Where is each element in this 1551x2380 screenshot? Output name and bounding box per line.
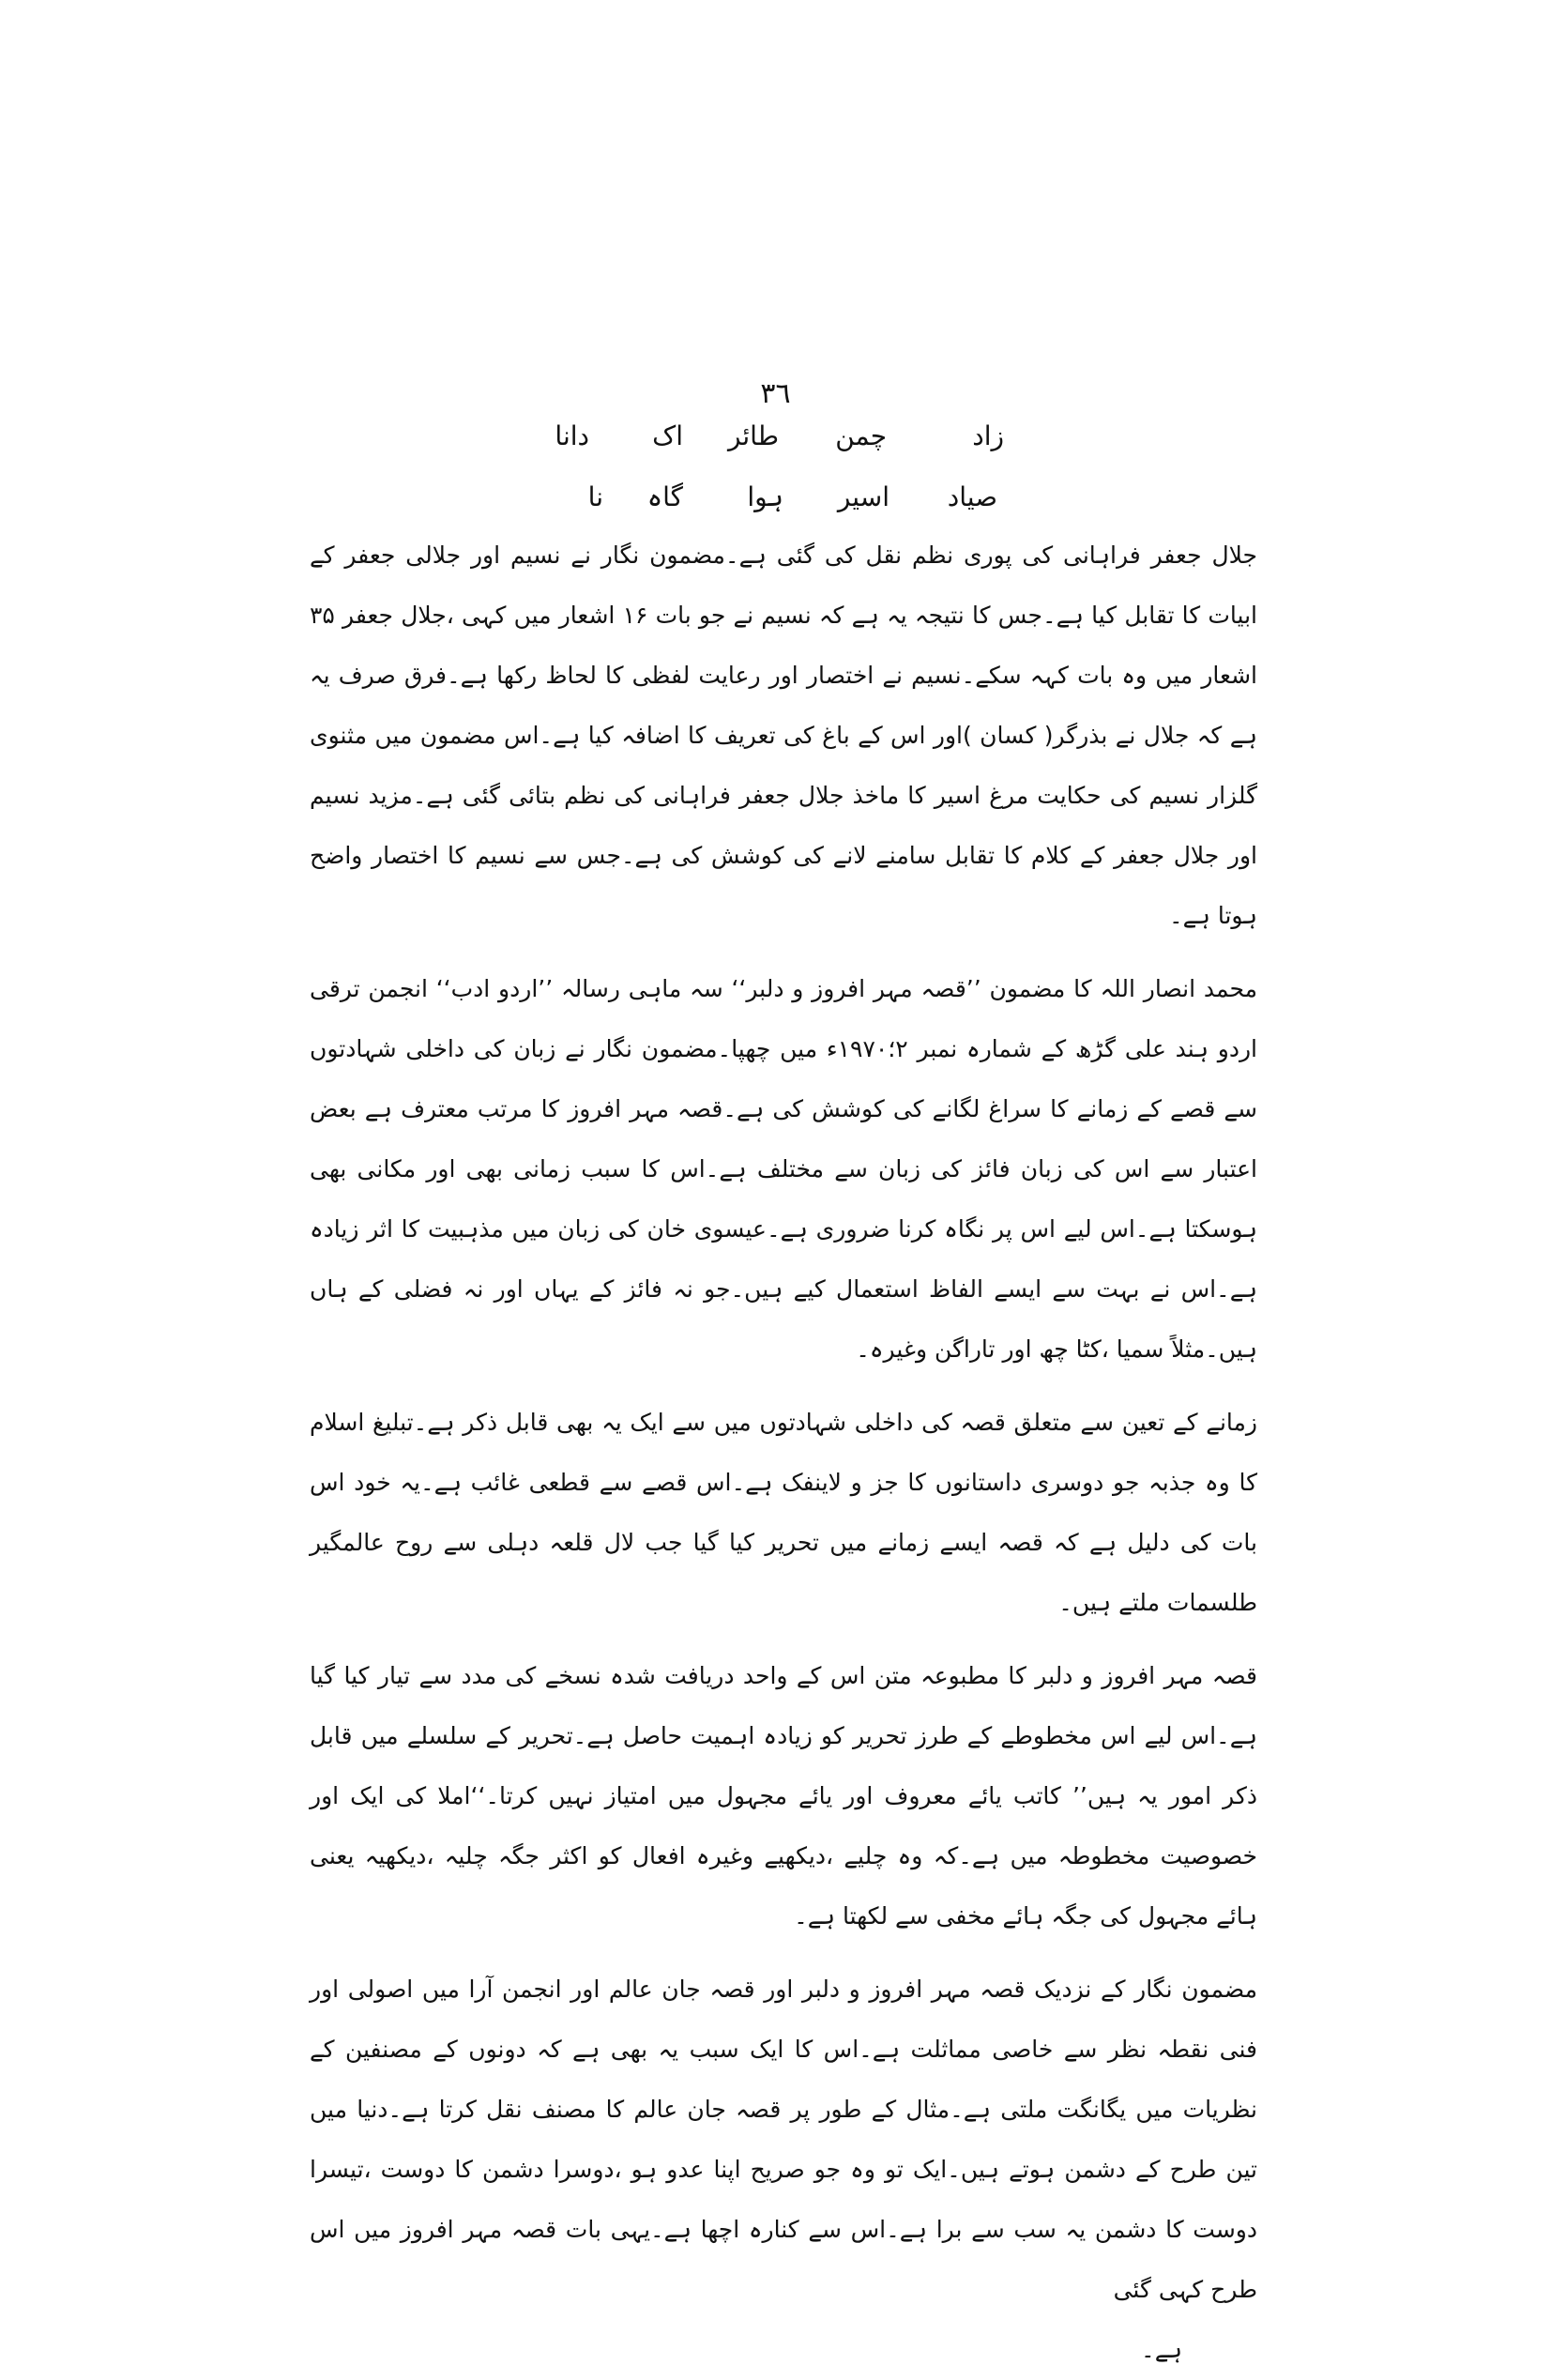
- verse-word: طائر: [727, 420, 779, 451]
- verse-word: دانا: [555, 420, 589, 451]
- verse-word: چمن: [835, 420, 887, 451]
- paragraph: جلال جعفر فراہانی کی پوری نظم نقل کی گئی ہے۔مضمون نگار نے نسیم اور جلالی جعفر کے ابیات کا تقابل کیا ہے۔جس کا نتیجہ یہ ہے کہ نسیم نے جو بات ۱۶ اشعار میں کہی ،جلال جعفر ۳۵ اشعار میں وہ بات کہہ سکے۔نسیم نے اختصار اور رعایت لفظی کا لحاظ رکھا ہے۔فرق صرف یہ ہے کہ جلال نے بذرگر( کسان )اور اس کے باغ کی تعریف کا اضافہ کیا ہے۔اس مضمون میں مثنوی گلزار نسیم کی حکایت مرغ اسیر کا ماخذ جلال جعفر فراہانی کی نظم بتائی گئی ہے۔مزید نسیم اور جلال جعفر کے کلام کا تقابل سامنے لانے کی کوشش کی ہے۔جس سے نسیم کا اختصار واضح ہوتا ہے۔: [310, 542, 1257, 929]
- verse-word: صیاد: [947, 481, 997, 512]
- verse-word: نا: [587, 481, 603, 512]
- paragraph: مضمون نگار کے نزدیک قصہ مہر افروز و دلبر اور قصہ جان عالم اور انجمن آرا میں اصولی اور فنی نقطہ نظر سے خاصی مماثلت ہے۔اس کا ایک سبب یہ بھی ہے کہ دونوں کے مصنفین کے نظریات میں یگانگت ملتی ہے۔مثال کے طور پر قصہ جان عالم کا مصنف نقل کرتا ہے۔دنیا میں تین طرح کے دشمن ہوتے ہیں۔ایک تو وہ جو صریح اپنا عدو ہو ،دوسرا دشمن کا دوست ،تیسرا دوست کا دشمن یہ سب سے برا ہے۔اس سے کنارہ اچھا ہے۔یہی بات قصہ مہر افروز میں اس طرح کہی گئی: [310, 1976, 1257, 2303]
- paragraph: محمد انصار اللہ کا مضمون ’’قصہ مہر افروز و دلبر‘‘ سہ ماہی رسالہ ’’اردو ادب‘‘ انجمن ترقی اردو ہند علی گڑھ کے شمارہ نمبر ۲؛۱۹۷۰ء میں چھپا۔مضمون نگار نے زبان کی داخلی شہادتوں سے قصے کے زمانے کا سراغ لگانے کی کوشش کی ہے۔قصہ مہر افروز کا مرتب معترف ہے بعض اعتبار سے اس کی زبان فائز کی زبان سے مختلف ہے۔اس کا سبب زمانی بھی اور مکانی بھی ہوسکتا ہے۔اس لیے اس پر نگاہ کرنا ضروری ہے۔عیسوی خان کی زبان میں مذہبیت کا اثر زیادہ ہے۔اس نے بہت سے ایسے الفاظ استعمال کیے ہیں۔جو نہ فائز کے یہاں اور نہ فضلی کے ہاں ہیں۔مثلاً سمیا ،کٹا چھ اور تاراگن وغیرہ۔: [310, 975, 1257, 1363]
- verse-word: اک: [652, 420, 683, 451]
- verse-word: اسیر: [837, 481, 890, 512]
- page-number: ٣٦: [760, 377, 791, 410]
- paragraph: زمانے کے تعین سے متعلق قصہ کی داخلی شہادتوں میں سے ایک یہ بھی قابل ذکر ہے۔تبلیغ اسلام کا وہ جذبہ جو دوسری داستانوں کا جز و لاینفک ہے۔اس قصے سے قطعی غائب ہے۔یہ خود اس بات کی دلیل ہے کہ قصہ ایسے زمانے میں تحریر کیا گیا جب لال قلعہ دہلی سے روح عالمگیر طلسمات ملتے ہیں۔: [310, 1409, 1257, 1616]
- paragraph: قصہ مہر افروز و دلبر کا مطبوعہ متن اس کے واحد دریافت شدہ نسخے کی مدد سے تیار کیا گیا ہے۔اس لیے اس مخطوطے کے طرز تحریر کو زیادہ اہمیت حاصل ہے۔تحریر کے سلسلے میں قابل ذکر امور یہ ہیں’’ کاتب یائے معروف اور یائے مجہول میں امتیاز نہیں کرتا۔‘‘املا کی ایک اور خصوصیت مخطوطہ میں ہے۔کہ وہ چلیے ،دیکھیے وغیرہ افعال کو اکثر جگہ چلیہ ،دیکھیہ یعنی ہائے مجہول کی جگہ ہائے مخفی سے لکھتا ہے۔: [310, 1662, 1257, 1930]
- paragraph-closing-fragment: ہے۔: [1141, 2336, 1182, 2363]
- verse-word: ہوا: [747, 481, 783, 512]
- body-text: [310, 526, 1257, 2363]
- verse-word: زاد: [972, 420, 1004, 451]
- verse-word: گاہ: [646, 481, 683, 512]
